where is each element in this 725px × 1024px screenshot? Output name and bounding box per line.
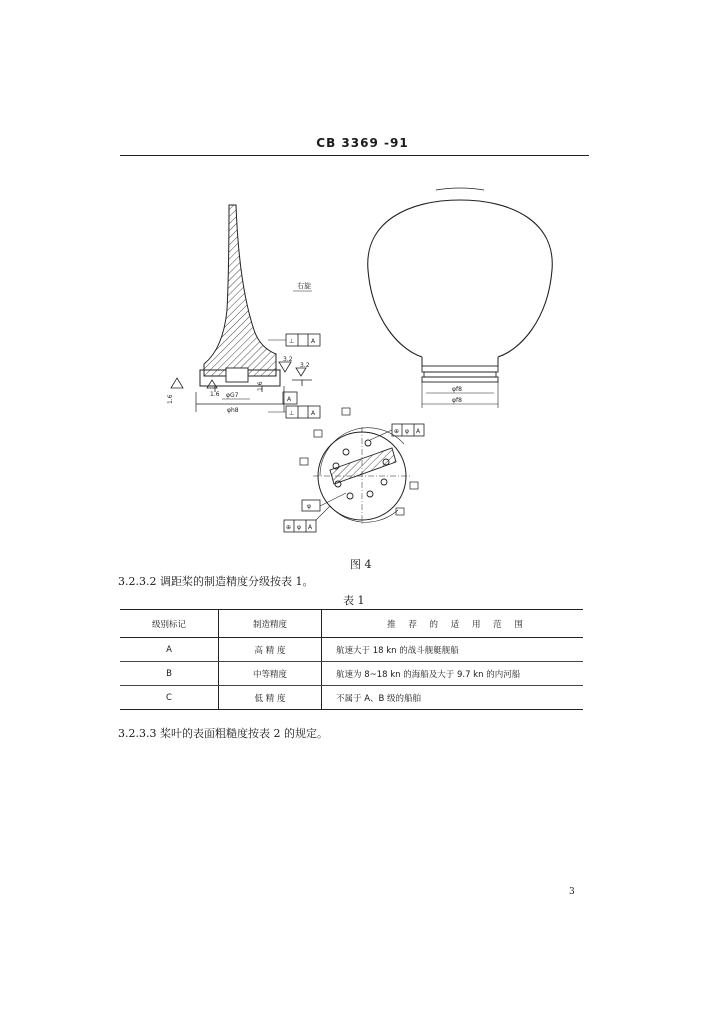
header-grade-mark: 级别标记: [120, 610, 219, 638]
rough-1-6-left: 1.6: [167, 394, 174, 404]
rough-1-6-right: 1.6: [257, 381, 264, 391]
datum-ref: A: [308, 524, 313, 531]
datum-letter: A: [287, 396, 292, 403]
perp-symbol: ⊥: [289, 410, 295, 417]
cell-application: 航速大于 18 kn 的战斗舰艇舰船: [322, 638, 584, 662]
dim-phi-g7: φG7: [226, 392, 239, 399]
cell-application: 不属于 A、B 级的船舶: [322, 686, 584, 710]
section-3-2-3-2: 3.2.3.2 调距桨的制造精度分级按表 1。: [118, 575, 314, 588]
perp-symbol: ⊥: [289, 338, 295, 345]
tolerance-frame-perp-top: [268, 334, 320, 346]
phi-symbol: φ: [307, 503, 311, 510]
tolerance-frame-perp-bottom: [268, 406, 320, 418]
rough-3-2-b: 3.2: [300, 362, 310, 369]
position-symbol: ⊕: [394, 428, 400, 435]
phi-dim-frame: [302, 493, 346, 511]
cell-precision: 高 精 度: [219, 638, 322, 662]
datum-ref: A: [311, 410, 316, 417]
rotation-label: 右旋: [297, 282, 311, 290]
cell-precision: 低 精 度: [219, 686, 322, 710]
cell-grade: B: [120, 662, 219, 686]
datum-ref: A: [416, 428, 421, 435]
rough-3-2-a: 3.2: [283, 356, 293, 363]
header-application: 推 荐 的 适 用 范 围: [322, 610, 584, 638]
header-precision: 制造精度: [219, 610, 322, 638]
page-number: 3: [569, 887, 575, 897]
rough-1-6-mid: 1.6: [210, 391, 220, 398]
table-row: [120, 686, 583, 710]
cell-precision: 中等精度: [219, 662, 322, 686]
cell-grade: C: [120, 686, 219, 710]
cell-grade: A: [120, 638, 219, 662]
dim-phi-h8: φh8: [227, 407, 239, 414]
blade-outline-view: [368, 188, 553, 408]
table-caption: 表 1: [343, 594, 365, 607]
table-header-row: [120, 610, 583, 638]
dim-phi-f8-b: φf8: [452, 397, 462, 404]
phi-symbol: φ: [405, 428, 409, 435]
cell-application: 航速为 8~18 kn 的海船及大于 9.7 kn 的内河船: [322, 662, 584, 686]
table-row: [120, 638, 583, 662]
blade-section-view: [167, 205, 320, 418]
figure-caption: 图 4: [350, 558, 372, 571]
datum-ref: A: [311, 338, 316, 345]
section-3-2-3-3: 3.2.3.3 桨叶的表面粗糙度按表 2 的规定。: [118, 727, 328, 740]
position-symbol: ⊕: [286, 524, 292, 531]
standard-header: CB 3369 -91: [316, 136, 409, 150]
phi-symbol: φ: [297, 524, 301, 531]
dim-phi-f8-a: φf8: [452, 386, 462, 393]
flange-view: [284, 408, 424, 532]
precision-grade-table: [120, 609, 583, 710]
table-row: [120, 662, 583, 686]
datum-a-marker: [283, 392, 297, 404]
